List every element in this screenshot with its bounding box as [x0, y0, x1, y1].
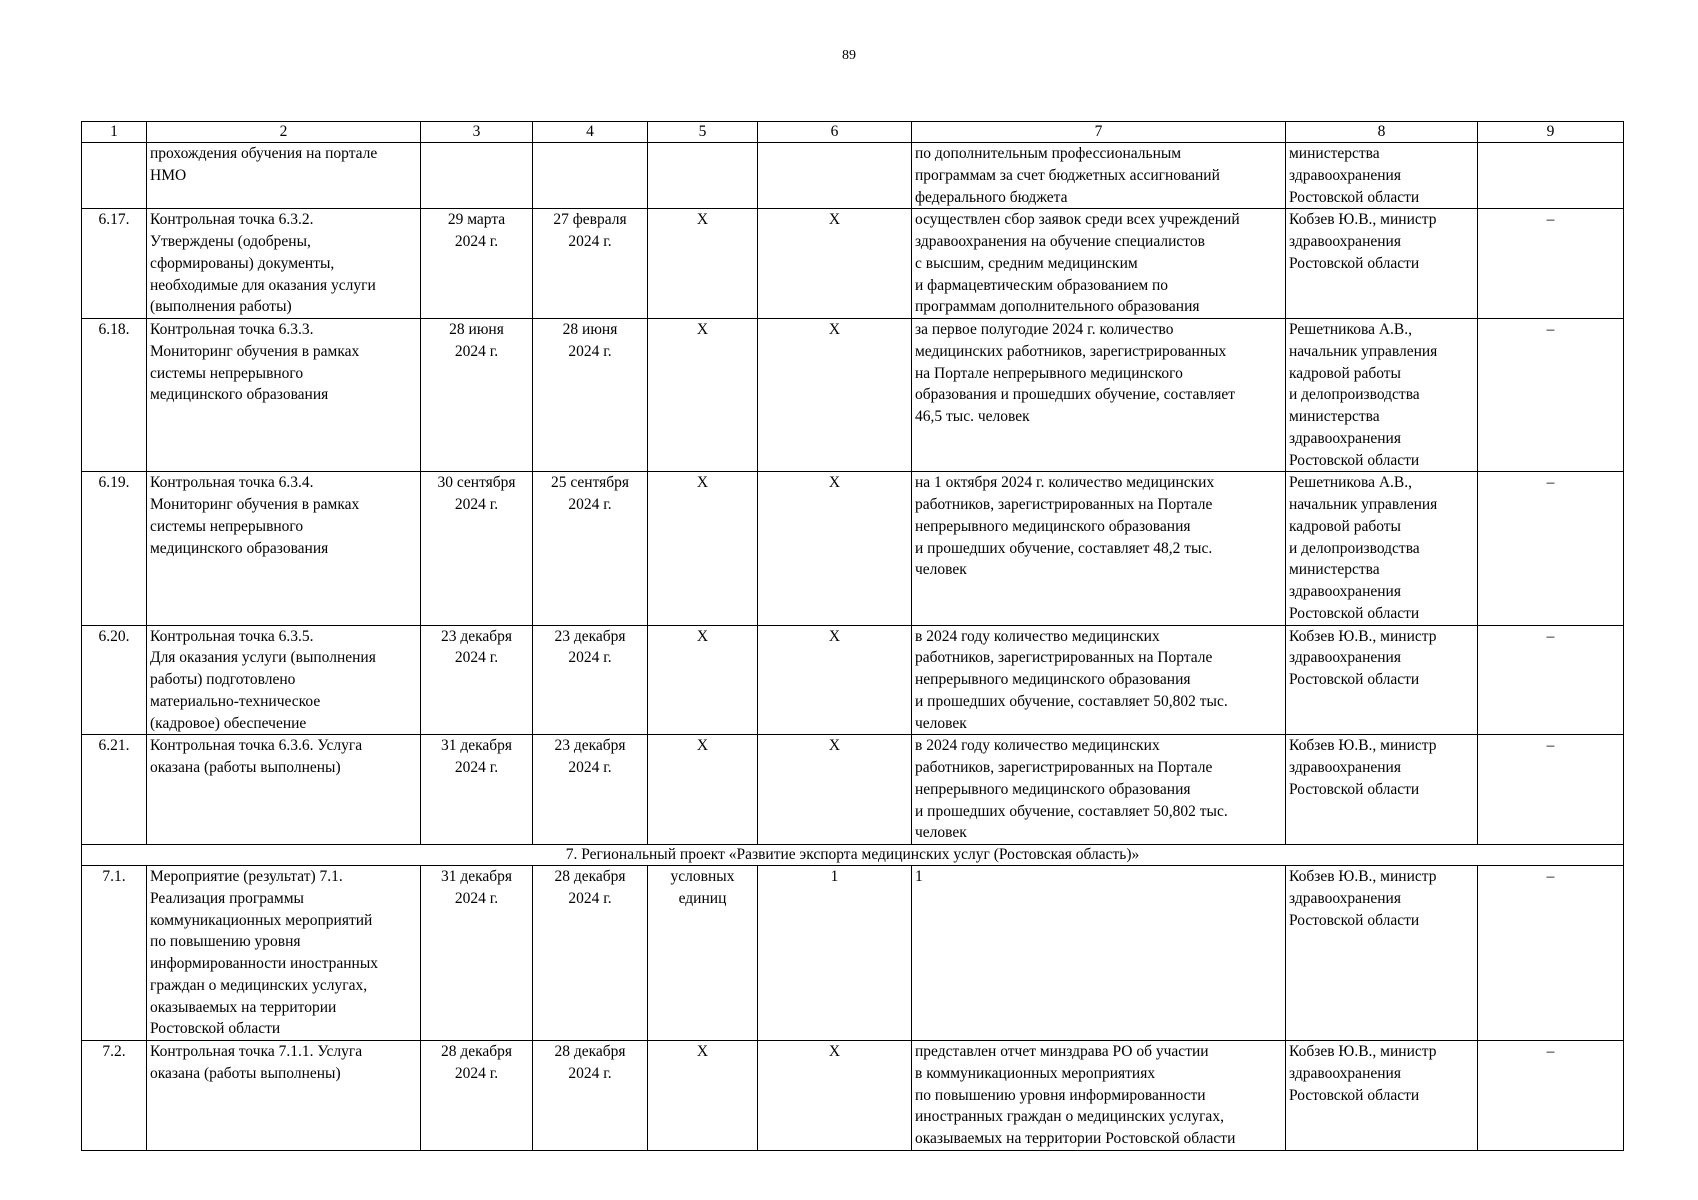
- event-name-cell: [147, 143, 421, 209]
- cell-text-line: Мониторинг обучения в рамках: [150, 342, 360, 360]
- cell-text-line: 1: [830, 868, 839, 885]
- planned-value-cell: [758, 472, 912, 625]
- planned-value-cell: [758, 625, 912, 735]
- cell-text-line: X: [696, 737, 709, 755]
- cell-text-line: –: [1546, 1043, 1555, 1060]
- cell-text-line: X: [828, 474, 841, 492]
- row-number-cell: [82, 1041, 147, 1151]
- cell-text-line: и фармацевтическим образованием по: [915, 276, 1169, 294]
- note-cell: [1478, 735, 1624, 845]
- cell-text-line: за первое полугодие 2024 г. количество: [915, 321, 1174, 338]
- cell-text-line: Ростовской области: [1289, 1086, 1420, 1104]
- responsible-cell: [1286, 625, 1478, 735]
- cell-text-line: Контрольная точка 6.3.3.: [150, 321, 314, 338]
- cell-text-line: X: [828, 627, 841, 645]
- cell-text-line: 2024 г.: [454, 342, 499, 360]
- cell-text-line: 31 декабря: [440, 737, 513, 755]
- cell-text-line: и прошедших обучение, составляет 50,802 тыс.: [915, 802, 1228, 820]
- cell-text-line: 2024 г.: [454, 233, 499, 250]
- cell-text-line: Контрольная точка 7.1.1. Услуга: [150, 1043, 363, 1060]
- cell-text-line: 1: [915, 868, 923, 885]
- table-row: [82, 866, 1624, 1041]
- cell-text-line: начальник управления: [1289, 342, 1438, 360]
- cell-text-line: 28 декабря: [554, 868, 626, 885]
- cell-text-line: (выполнения работы): [150, 298, 292, 316]
- cell-text-line: по повышению уровня информированности: [915, 1086, 1206, 1104]
- cell-text-line: кадровой работы: [1289, 517, 1401, 535]
- result-description-cell: [912, 319, 1286, 472]
- cell-text-line: Контрольная точка 6.3.2.: [150, 211, 314, 229]
- cell-text-line: непрерывного медицинского образования: [915, 671, 1191, 688]
- note-cell: [1478, 472, 1624, 625]
- planned-value-cell: [758, 735, 912, 845]
- cell-text-line: здравоохранения: [1289, 429, 1401, 447]
- cell-text-line: здравоохранения: [1289, 583, 1401, 600]
- cell-text-line: необходимые для оказания услуги: [150, 276, 376, 294]
- actual-date-cell: [533, 866, 648, 1041]
- planned-date-cell: [421, 143, 533, 209]
- cell-text-line: и прошедших обучение, составляет 50,802 тыс.: [915, 692, 1228, 710]
- planned-value-cell: [758, 143, 912, 209]
- cell-text-line: с высшим, средним медицинским: [915, 254, 1138, 272]
- unit-cell: [648, 472, 758, 625]
- planned-date-cell: [421, 319, 533, 472]
- note-cell: [1478, 1041, 1624, 1151]
- cell-text-line: 6.19.: [98, 474, 130, 492]
- cell-text-line: 28 июня: [562, 321, 618, 338]
- cell-text-line: материально-техническое: [150, 692, 321, 710]
- cell-text-line: 31 декабря: [440, 868, 513, 885]
- cell-text-line: Контрольная точка 6.3.4.: [150, 474, 314, 492]
- cell-text-line: X: [828, 1043, 841, 1060]
- actual-date-cell: [533, 209, 648, 319]
- cell-text-line: 2024 г.: [568, 759, 612, 776]
- responsible-cell: [1286, 209, 1478, 319]
- event-name-cell: [147, 625, 421, 735]
- row-number-cell: [82, 625, 147, 735]
- cell-text-line: системы непрерывного: [150, 364, 304, 382]
- row-number-cell: [82, 866, 147, 1041]
- cell-text-line: Решетникова А.В.,: [1289, 321, 1412, 338]
- cell-text-line: Реализация программы: [150, 889, 304, 907]
- table-row: [82, 1041, 1624, 1151]
- cell-text-line: образования и прошедших обучение, составляет: [915, 386, 1236, 404]
- unit-cell: [648, 209, 758, 319]
- cell-text-line: –: [1546, 211, 1555, 229]
- cell-text-line: министерства: [1289, 408, 1380, 425]
- cell-text-line: работы) подготовлено: [150, 671, 296, 688]
- cell-text-line: 2024 г.: [568, 496, 612, 513]
- responsible-cell: [1286, 866, 1478, 1041]
- unit-cell: [648, 625, 758, 735]
- cell-text-line: здравоохранения: [1289, 233, 1401, 250]
- cell-text-line: министерства: [1289, 145, 1380, 162]
- note-cell: [1478, 319, 1624, 472]
- note-cell: [1478, 625, 1624, 735]
- table-row: [82, 472, 1624, 625]
- cell-text-line: 2024 г.: [454, 1064, 499, 1082]
- cell-text-line: здравоохранения на обучение специалистов: [915, 233, 1205, 250]
- responsible-cell: [1286, 472, 1478, 625]
- cell-text-line: –: [1546, 737, 1555, 755]
- cell-text-line: работников, зарегистрированных на Портале: [915, 649, 1213, 667]
- cell-text-line: непрерывного медицинского образования: [915, 780, 1191, 798]
- responsible-cell: [1286, 143, 1478, 209]
- planned-date-cell: [421, 209, 533, 319]
- actual-date-cell: [533, 735, 648, 845]
- report-table: [81, 121, 1624, 1151]
- cell-text-line: 30 сентября: [437, 474, 516, 492]
- cell-text-line: и делопроизводства: [1289, 539, 1420, 557]
- cell-text-line: 6.21.: [98, 737, 130, 755]
- cell-text-line: работников, зарегистрированных на Портале: [915, 496, 1213, 513]
- cell-text-line: 2024 г.: [568, 889, 612, 907]
- column-header: 1: [82, 122, 147, 143]
- cell-text-line: 28 декабря: [554, 1043, 626, 1060]
- note-cell: [1478, 209, 1624, 319]
- cell-text-line: начальник управления: [1289, 496, 1438, 513]
- cell-text-line: 23 декабря: [554, 627, 626, 645]
- actual-date-cell: [533, 1041, 648, 1151]
- cell-text-line: прохождения обучения на портале: [150, 145, 378, 162]
- responsible-cell: [1286, 735, 1478, 845]
- column-header: 4: [533, 122, 648, 143]
- section-title: 7. Региональный проект «Развитие экспорта медицинских услуг (Ростовская область)»: [82, 845, 1624, 866]
- table-row: [82, 143, 1624, 209]
- event-name-cell: [147, 472, 421, 625]
- cell-text-line: Ростовской области: [1289, 604, 1420, 622]
- cell-text-line: программам дополнительного образования: [915, 298, 1200, 316]
- cell-text-line: Для оказания услуги (выполнения: [150, 649, 376, 667]
- cell-text-line: 2024 г.: [454, 496, 499, 513]
- result-description-cell: [912, 472, 1286, 625]
- cell-text-line: –: [1546, 868, 1555, 885]
- cell-text-line: Ростовской области: [1289, 780, 1420, 798]
- cell-text-line: (кадровое) обеспечение: [150, 714, 307, 732]
- cell-text-line: Мероприятие (результат) 7.1.: [150, 868, 343, 885]
- cell-text-line: –: [1546, 321, 1555, 338]
- cell-text-line: 2024 г.: [454, 649, 499, 667]
- cell-text-line: X: [696, 1043, 709, 1060]
- cell-text-line: Мониторинг обучения в рамках: [150, 496, 360, 513]
- cell-text-line: –: [1546, 474, 1555, 492]
- cell-text-line: граждан о медицинских услугах,: [150, 976, 368, 994]
- column-header: 9: [1478, 122, 1624, 143]
- row-number-cell: [82, 735, 147, 845]
- cell-text-line: оказываемых на территории: [150, 998, 337, 1016]
- cell-text-line: 2024 г.: [454, 759, 499, 776]
- cell-text-line: Контрольная точка 6.3.5.: [150, 627, 314, 645]
- cell-text-line: 28 декабря: [440, 1043, 513, 1060]
- planned-value-cell: [758, 866, 912, 1041]
- cell-text-line: иностранных граждан о медицинских услугах,: [915, 1108, 1224, 1126]
- cell-text-line: X: [828, 321, 841, 338]
- responsible-cell: [1286, 1041, 1478, 1151]
- actual-date-cell: [533, 143, 648, 209]
- event-name-cell: [147, 319, 421, 472]
- cell-text-line: 2024 г.: [454, 889, 499, 907]
- result-description-cell: [912, 625, 1286, 735]
- cell-text-line: Ростовской области: [1289, 188, 1420, 206]
- cell-text-line: здравоохранения: [1289, 649, 1401, 667]
- cell-text-line: информированности иностранных: [150, 955, 378, 972]
- cell-text-line: Ростовской области: [150, 1020, 281, 1038]
- cell-text-line: здравоохранения: [1289, 166, 1401, 184]
- cell-text-line: 23 декабря: [440, 627, 513, 645]
- cell-text-line: X: [828, 211, 841, 229]
- cell-text-line: программам за счет бюджетных ассигнований: [915, 166, 1220, 184]
- unit-cell: [648, 1041, 758, 1151]
- cell-text-line: оказываемых на территории Ростовской области: [915, 1130, 1236, 1147]
- cell-text-line: 6.20.: [98, 627, 130, 645]
- cell-text-line: Решетникова А.В.,: [1289, 474, 1412, 492]
- row-number-cell: [82, 209, 147, 319]
- cell-text-line: Кобзев Ю.В., министр: [1289, 211, 1437, 229]
- actual-date-cell: [533, 625, 648, 735]
- table-row: [82, 319, 1624, 472]
- cell-text-line: 7.2.: [102, 1043, 126, 1060]
- unit-cell: [648, 866, 758, 1041]
- result-description-cell: [912, 209, 1286, 319]
- header-row: [82, 122, 1624, 143]
- cell-text-line: –: [1546, 627, 1555, 645]
- result-description-cell: [912, 866, 1286, 1041]
- cell-text-line: в 2024 году количество медицинских: [915, 627, 1160, 645]
- cell-text-line: X: [696, 211, 709, 229]
- cell-text-line: Кобзев Ю.В., министр: [1289, 627, 1437, 645]
- event-name-cell: [147, 735, 421, 845]
- cell-text-line: человек: [915, 561, 967, 579]
- cell-text-line: системы непрерывного: [150, 517, 304, 535]
- cell-text-line: по повышению уровня: [150, 933, 301, 951]
- event-name-cell: [147, 866, 421, 1041]
- cell-text-line: в 2024 году количество медицинских: [915, 737, 1160, 755]
- cell-text-line: Ростовской области: [1289, 451, 1420, 469]
- planned-value-cell: [758, 319, 912, 472]
- table-row: [82, 735, 1624, 845]
- cell-text-line: сформированы) документы,: [150, 254, 335, 272]
- event-name-cell: [147, 209, 421, 319]
- unit-cell: [648, 143, 758, 209]
- cell-text-line: X: [828, 737, 841, 755]
- cell-text-line: человек: [915, 714, 967, 732]
- cell-text-line: по дополнительным профессиональным: [915, 145, 1182, 162]
- unit-cell: [648, 735, 758, 845]
- cell-text-line: Утверждены (одобрены,: [150, 233, 311, 250]
- cell-text-line: медицинских работников, зарегистрированных: [915, 342, 1227, 360]
- result-description-cell: [912, 735, 1286, 845]
- page-number: 89: [842, 48, 856, 63]
- actual-date-cell: [533, 472, 648, 625]
- cell-text-line: Кобзев Ю.В., министр: [1289, 1043, 1437, 1060]
- column-header: 2: [147, 122, 421, 143]
- cell-text-line: здравоохранения: [1289, 759, 1401, 776]
- cell-text-line: и делопроизводства: [1289, 386, 1420, 404]
- cell-text-line: Ростовской области: [1289, 254, 1420, 272]
- row-number-cell: [82, 319, 147, 472]
- event-name-cell: [147, 1041, 421, 1151]
- cell-text-line: 2024 г.: [568, 342, 612, 360]
- cell-text-line: непрерывного медицинского образования: [915, 517, 1191, 535]
- cell-text-line: НМО: [150, 166, 187, 184]
- cell-text-line: 2024 г.: [568, 1064, 612, 1082]
- row-number-cell: [82, 143, 147, 209]
- cell-text-line: Кобзев Ю.В., министр: [1289, 868, 1437, 885]
- cell-text-line: осуществлен сбор заявок среди всех учреждений: [915, 211, 1240, 229]
- planned-date-cell: [421, 1041, 533, 1151]
- cell-text-line: X: [696, 627, 709, 645]
- cell-text-line: федерального бюджета: [915, 188, 1068, 206]
- planned-value-cell: [758, 209, 912, 319]
- result-description-cell: [912, 143, 1286, 209]
- cell-text-line: 6.17.: [98, 211, 130, 229]
- note-cell: [1478, 866, 1624, 1041]
- table-body: [82, 143, 1624, 1151]
- planned-date-cell: [421, 735, 533, 845]
- cell-text-line: на 1 октября 2024 г. количество медицинских: [915, 474, 1215, 492]
- cell-text-line: здравоохранения: [1289, 889, 1401, 907]
- section-row: [82, 845, 1624, 866]
- cell-text-line: Контрольная точка 6.3.6. Услуга: [150, 737, 363, 755]
- cell-text-line: и прошедших обучение, составляет 48,2 тыс.: [915, 539, 1213, 557]
- planned-date-cell: [421, 866, 533, 1041]
- cell-text-line: 2024 г.: [568, 233, 612, 250]
- table-row: [82, 625, 1624, 735]
- column-header: 5: [648, 122, 758, 143]
- column-header: 6: [758, 122, 912, 143]
- cell-text-line: условных: [670, 868, 735, 885]
- cell-text-line: X: [696, 321, 709, 338]
- cell-text-line: 27 февраля: [553, 211, 627, 229]
- cell-text-line: 29 марта: [447, 211, 506, 229]
- cell-text-line: 7.1.: [102, 868, 126, 885]
- cell-text-line: представлен отчет минздрава РО об участии: [915, 1043, 1209, 1060]
- cell-text-line: медицинского образования: [150, 539, 329, 557]
- unit-cell: [648, 319, 758, 472]
- cell-text-line: 2024 г.: [568, 649, 612, 667]
- cell-text-line: кадровой работы: [1289, 364, 1401, 382]
- cell-text-line: 6.18.: [98, 321, 130, 338]
- planned-value-cell: [758, 1041, 912, 1151]
- cell-text-line: министерства: [1289, 561, 1380, 579]
- cell-text-line: единиц: [678, 889, 727, 907]
- cell-text-line: коммуникационных мероприятий: [150, 911, 373, 929]
- cell-text-line: в коммуникационных мероприятиях: [915, 1064, 1156, 1082]
- cell-text-line: 25 сентября: [550, 474, 630, 492]
- cell-text-line: здравоохранения: [1289, 1064, 1401, 1082]
- cell-text-line: работников, зарегистрированных на Портале: [915, 759, 1213, 776]
- row-number-cell: [82, 472, 147, 625]
- actual-date-cell: [533, 319, 648, 472]
- table-row: [82, 209, 1624, 319]
- column-header: 8: [1286, 122, 1478, 143]
- cell-text-line: человек: [915, 824, 967, 842]
- responsible-cell: [1286, 319, 1478, 472]
- cell-text-line: Ростовской области: [1289, 911, 1420, 929]
- cell-text-line: медицинского образования: [150, 386, 329, 404]
- cell-text-line: 23 декабря: [554, 737, 626, 755]
- result-description-cell: [912, 1041, 1286, 1151]
- cell-text-line: Ростовской области: [1289, 671, 1420, 688]
- note-cell: [1478, 143, 1624, 209]
- planned-date-cell: [421, 472, 533, 625]
- cell-text-line: Кобзев Ю.В., министр: [1289, 737, 1437, 755]
- cell-text-line: X: [696, 474, 709, 492]
- column-header: 7: [912, 122, 1286, 143]
- cell-text-line: на Портале непрерывного медицинского: [915, 364, 1183, 382]
- cell-text-line: 28 июня: [449, 321, 504, 338]
- cell-text-line: 46,5 тыс. человек: [915, 408, 1030, 425]
- cell-text-line: оказана (работы выполнены): [150, 759, 341, 776]
- column-header: 3: [421, 122, 533, 143]
- cell-text-line: оказана (работы выполнены): [150, 1064, 341, 1082]
- planned-date-cell: [421, 625, 533, 735]
